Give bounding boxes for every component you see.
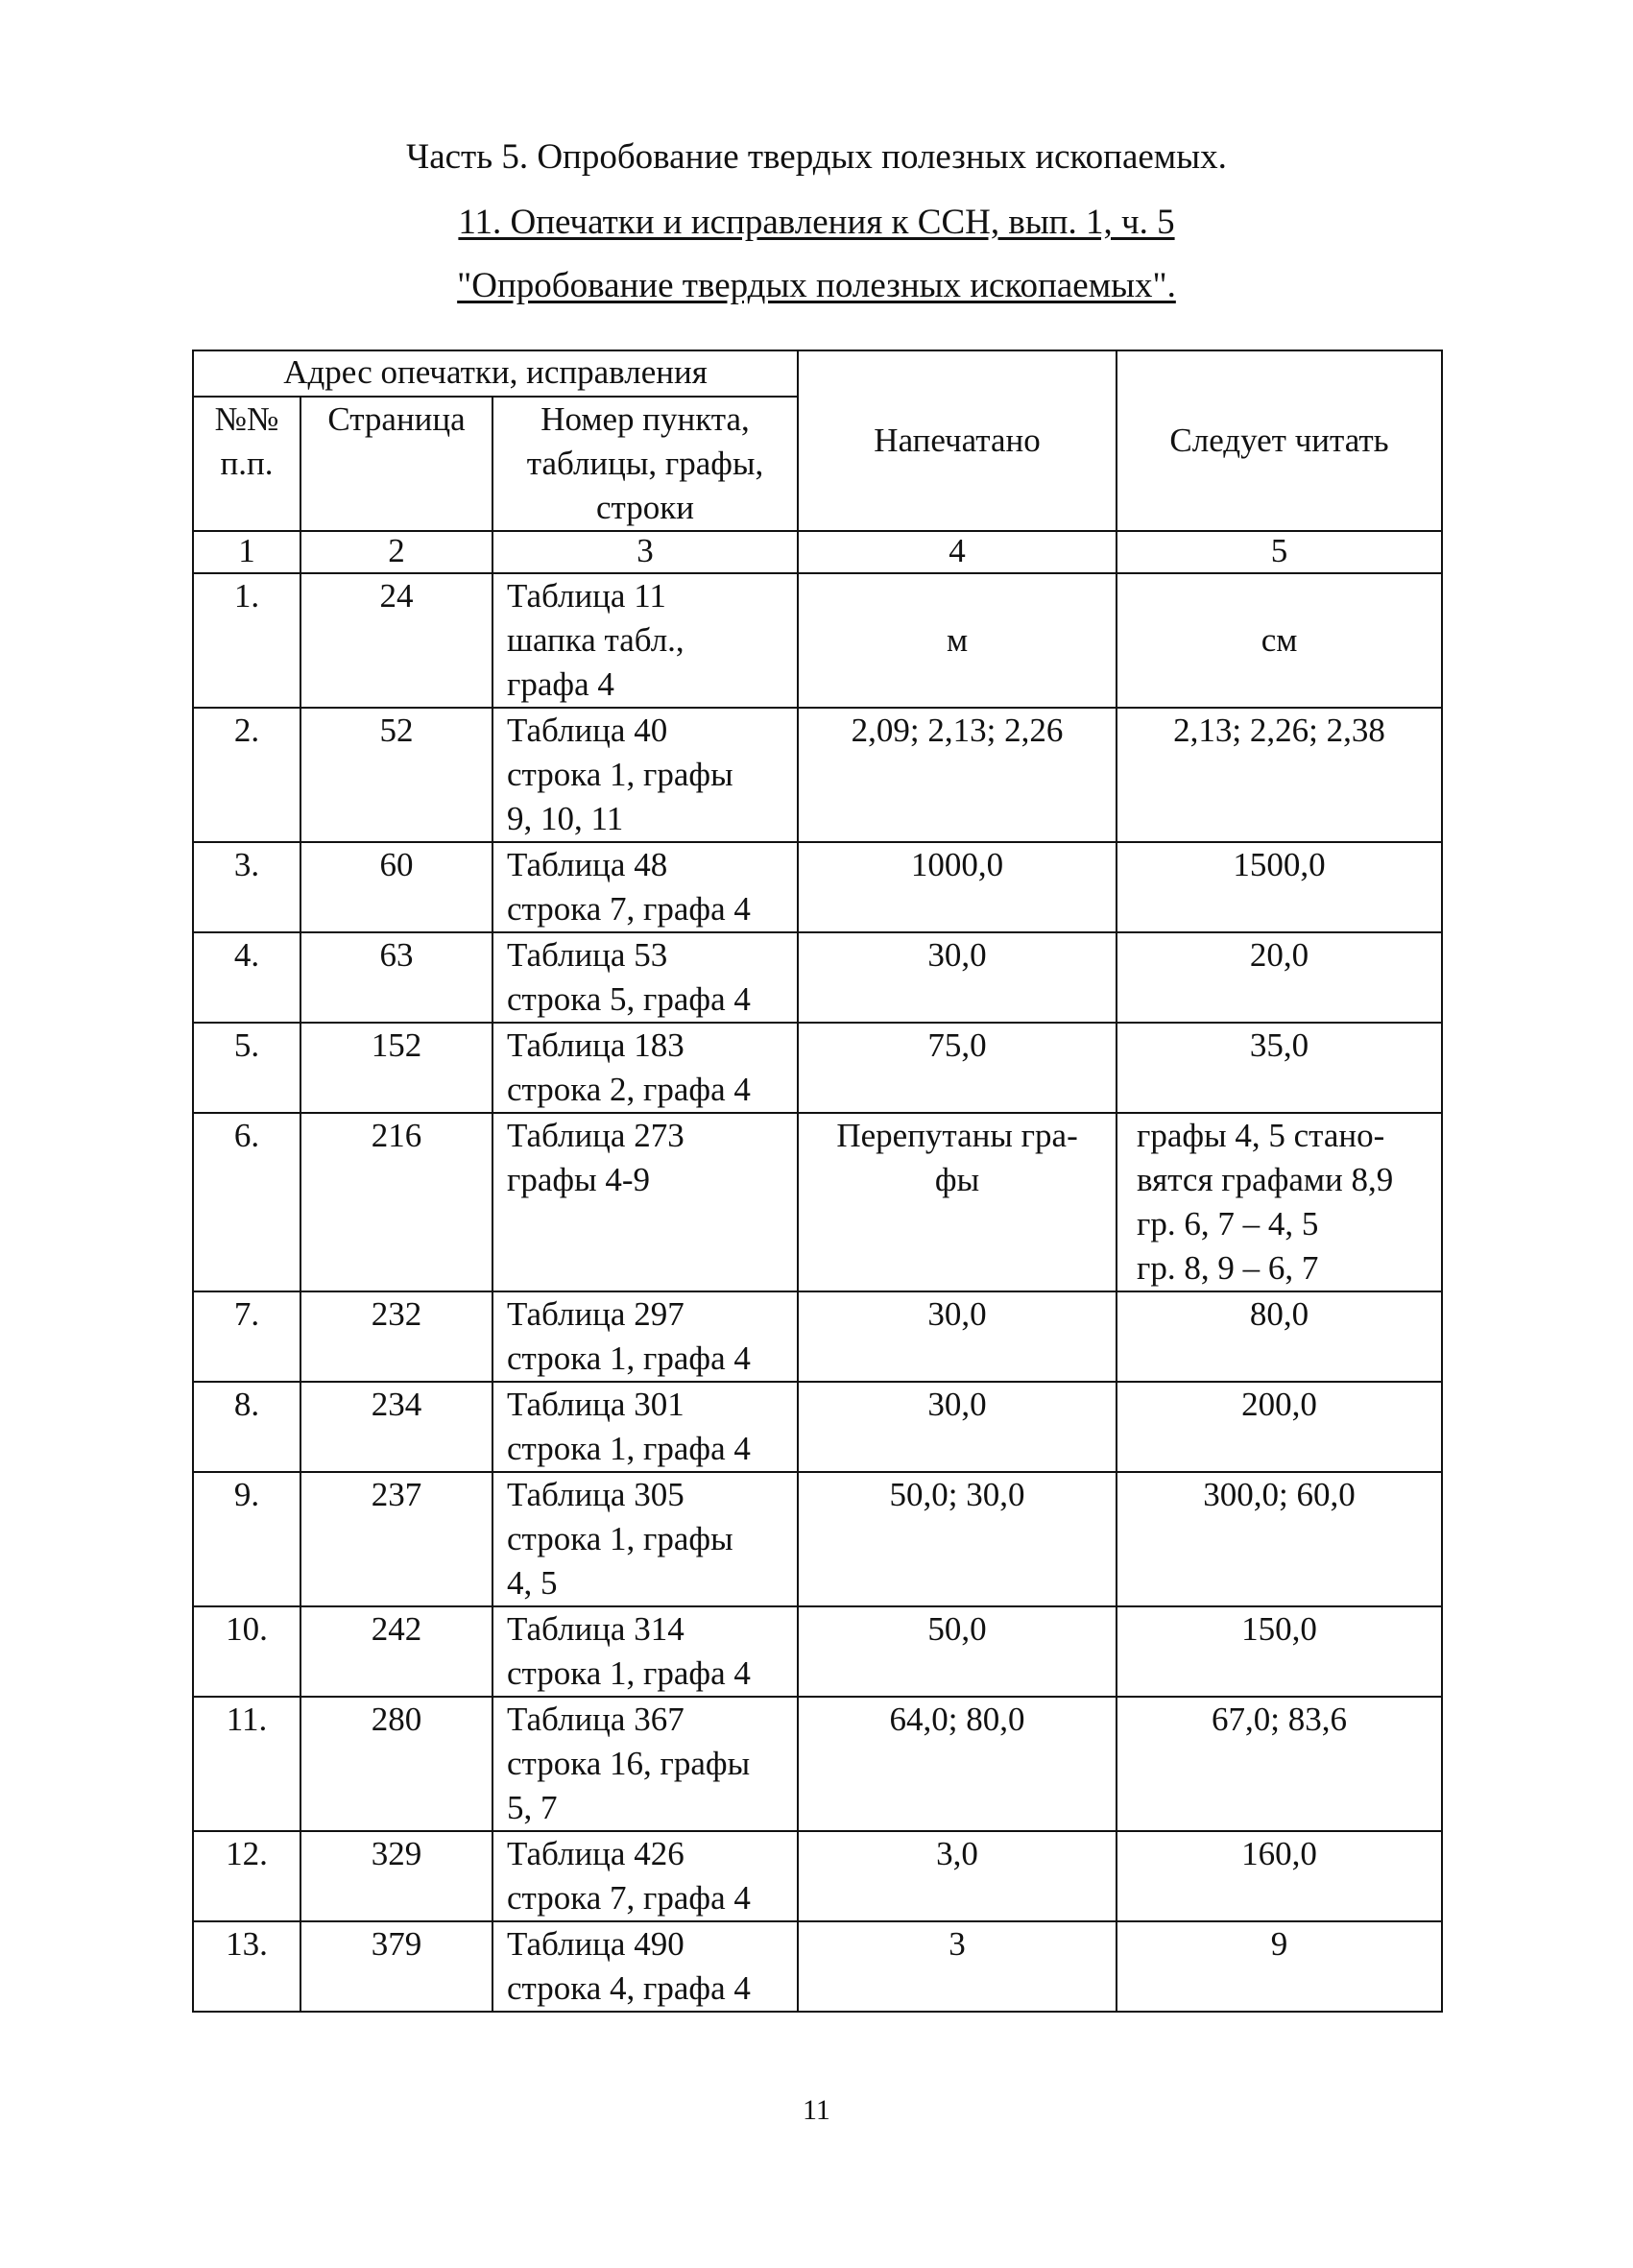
cell-correct: 200,0 (1117, 1382, 1442, 1472)
cell-correct: 9 (1117, 1921, 1442, 2012)
cell-item: Таблица 426 строка 7, графа 4 (492, 1831, 798, 1921)
cell-printed: м (798, 573, 1117, 708)
cell-printed: 3,0 (798, 1831, 1117, 1921)
column-number: 2 (300, 531, 492, 573)
address-group-header: Адрес опечатки, исправления (193, 350, 798, 397)
table-row (193, 932, 1442, 1023)
table-row (193, 1831, 1442, 1921)
cell-printed: 3 (798, 1921, 1117, 2012)
cell-printed: 50,0 (798, 1606, 1117, 1697)
cell-printed: 1000,0 (798, 842, 1117, 932)
cell-num: 5. (193, 1023, 300, 1113)
column-number: 1 (193, 531, 300, 573)
cell-item: Таблица 48 строка 7, графа 4 (492, 842, 798, 932)
section-subtitle: "Опробование твердых полезных ископаемых". (457, 266, 1176, 305)
cell-correct: 150,0 (1117, 1606, 1442, 1697)
header-row-group (193, 350, 1442, 397)
cell-num: 1. (193, 573, 300, 708)
cell-printed: 30,0 (798, 1291, 1117, 1382)
cell-num: 8. (193, 1382, 300, 1472)
table-row (193, 1697, 1442, 1831)
cell-num: 11. (193, 1697, 300, 1831)
cell-printed: 64,0; 80,0 (798, 1697, 1117, 1831)
table-row (193, 842, 1442, 932)
column-number-row (193, 531, 1442, 573)
cell-correct: 2,13; 2,26; 2,38 (1117, 708, 1442, 842)
cell-correct: 80,0 (1117, 1291, 1442, 1382)
table-row (193, 1113, 1442, 1291)
cell-correct: см (1117, 573, 1442, 708)
column-number: 3 (492, 531, 798, 573)
table-row (193, 1382, 1442, 1472)
table-row (193, 573, 1442, 708)
column-number: 4 (798, 531, 1117, 573)
cell-correct: графы 4, 5 стано- вятся графами 8,9 гр. 6, 7 – 4, 5 гр. 8, 9 – 6, 7 (1117, 1113, 1442, 1291)
table-row (193, 1472, 1442, 1606)
col-header-item: Номер пункта, таблицы, графы, строки (492, 397, 798, 531)
cell-correct: 1500,0 (1117, 842, 1442, 932)
cell-num: 9. (193, 1472, 300, 1606)
cell-page: 234 (300, 1382, 492, 1472)
cell-correct: 67,0; 83,6 (1117, 1697, 1442, 1831)
cell-page: 152 (300, 1023, 492, 1113)
table-row (193, 1921, 1442, 2012)
cell-page: 280 (300, 1697, 492, 1831)
cell-item: Таблица 273 графы 4-9 (492, 1113, 798, 1291)
cell-item: Таблица 40 строка 1, графы 9, 10, 11 (492, 708, 798, 842)
col-header-correct: Следует читать (1117, 350, 1442, 531)
cell-correct: 160,0 (1117, 1831, 1442, 1921)
cell-num: 4. (193, 932, 300, 1023)
cell-item: Таблица 183 строка 2, графа 4 (492, 1023, 798, 1113)
cell-page: 232 (300, 1291, 492, 1382)
cell-item: Таблица 314 строка 1, графа 4 (492, 1606, 798, 1697)
column-number: 5 (1117, 531, 1442, 573)
cell-item: Таблица 297 строка 1, графа 4 (492, 1291, 798, 1382)
cell-page: 242 (300, 1606, 492, 1697)
cell-printed: Перепутаны гра- фы (798, 1113, 1117, 1291)
cell-page: 329 (300, 1831, 492, 1921)
col-header-page: Страница (300, 397, 492, 531)
cell-page: 216 (300, 1113, 492, 1291)
table-row (193, 1291, 1442, 1382)
cell-num: 7. (193, 1291, 300, 1382)
cell-item: Таблица 11 шапка табл., графа 4 (492, 573, 798, 708)
cell-page: 237 (300, 1472, 492, 1606)
cell-item: Таблица 305 строка 1, графы 4, 5 (492, 1472, 798, 1606)
cell-printed: 30,0 (798, 1382, 1117, 1472)
cell-item: Таблица 367 строка 16, графы 5, 7 (492, 1697, 798, 1831)
cell-num: 10. (193, 1606, 300, 1697)
cell-printed: 75,0 (798, 1023, 1117, 1113)
col-header-num: №№ п.п. (193, 397, 300, 531)
errata-table (192, 350, 1443, 2013)
cell-page: 379 (300, 1921, 492, 2012)
part-title: Часть 5. Опробование твердых полезных ископаемых. (406, 137, 1227, 177)
cell-page: 52 (300, 708, 492, 842)
cell-item: Таблица 53 строка 5, графа 4 (492, 932, 798, 1023)
cell-printed: 2,09; 2,13; 2,26 (798, 708, 1117, 842)
cell-num: 6. (193, 1113, 300, 1291)
cell-item: Таблица 301 строка 1, графа 4 (492, 1382, 798, 1472)
cell-printed: 50,0; 30,0 (798, 1472, 1117, 1606)
col-header-printed: Напечатано (798, 350, 1117, 531)
cell-num: 3. (193, 842, 300, 932)
cell-num: 13. (193, 1921, 300, 2012)
page-number: 11 (803, 2094, 830, 2126)
cell-correct: 20,0 (1117, 932, 1442, 1023)
table-row (193, 1023, 1442, 1113)
cell-page: 60 (300, 842, 492, 932)
table-row (193, 1606, 1442, 1697)
cell-page: 24 (300, 573, 492, 708)
table-row (193, 708, 1442, 842)
cell-correct: 300,0; 60,0 (1117, 1472, 1442, 1606)
cell-item: Таблица 490 строка 4, графа 4 (492, 1921, 798, 2012)
cell-num: 2. (193, 708, 300, 842)
cell-correct: 35,0 (1117, 1023, 1442, 1113)
cell-num: 12. (193, 1831, 300, 1921)
section-title: 11. Опечатки и исправления к ССН, вып. 1, ч. 5 (458, 203, 1175, 242)
cell-page: 63 (300, 932, 492, 1023)
cell-printed: 30,0 (798, 932, 1117, 1023)
